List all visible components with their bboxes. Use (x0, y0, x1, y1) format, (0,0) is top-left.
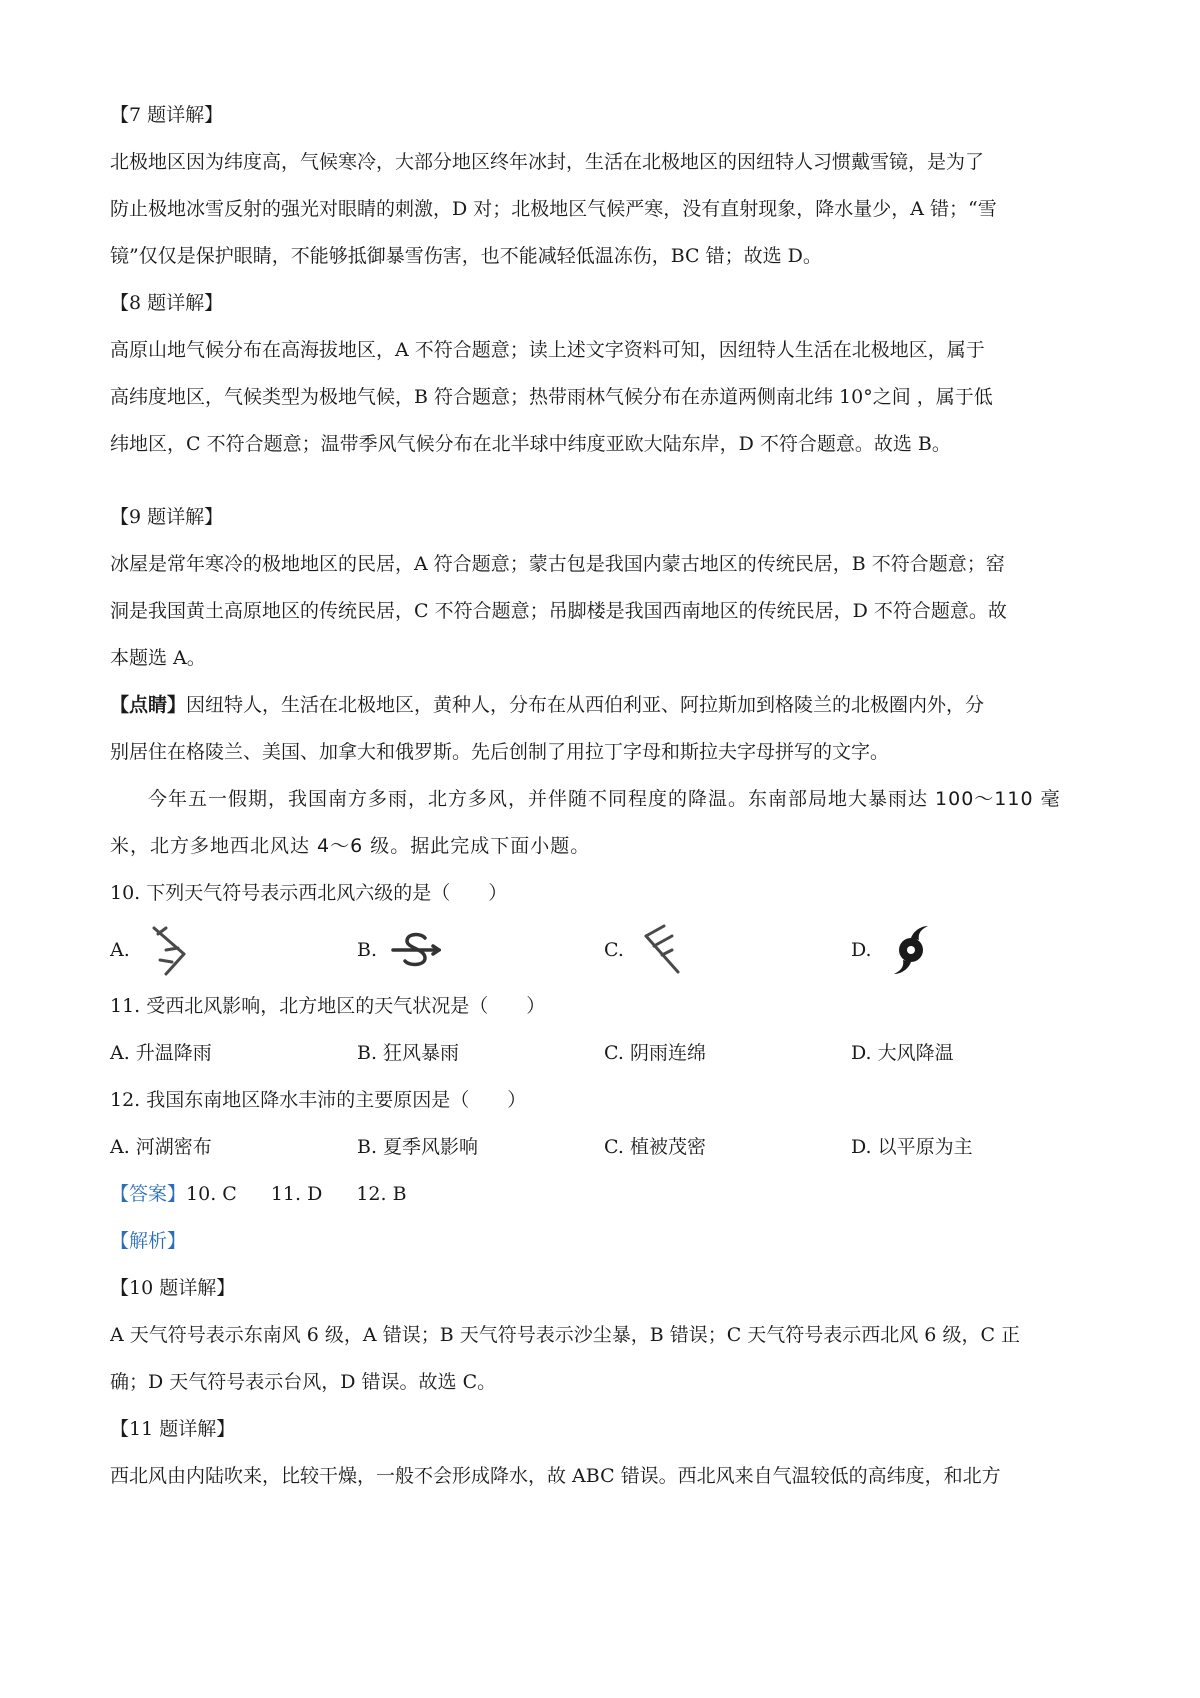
dianjing-line-1 (110, 682, 1100, 729)
q12-option-b: B. 夏季风影响 (357, 1136, 479, 1158)
q9-detail-line-3: 本题选 A。 (110, 647, 206, 669)
northwest-wind-6-symbol-icon (638, 922, 688, 978)
passage-line-2: 米，北方多地西北风达 4～6 级。据此完成下面小题。 (110, 835, 591, 857)
q10-option-b (357, 930, 604, 970)
q10-detail-line-1: A 天气符号表示东南风 6 级，A 错误；B 天气符号表示沙尘暴，B 错误；C 天气符号表示西北风 6 级，C 正 (110, 1324, 1021, 1346)
sandstorm-symbol-icon (391, 930, 441, 970)
q12-stem: 12. 我国东南地区降水丰沛的主要原因是（ ） (110, 1089, 527, 1111)
dianjing-line-2: 别居住在格陵兰、美国、加拿大和俄罗斯。先后创制了用拉丁字母和斯拉夫字母拼写的文字。 (110, 741, 890, 763)
q7-detail-line-2: 防止极地冰雪反射的强光对眼睛的刺激，D 对；北极地区气候严寒，没有直射现象，降水量少，A 错；“雪 (110, 198, 997, 220)
typhoon-symbol-icon (886, 922, 936, 978)
q10-option-c-label: C. (604, 939, 624, 961)
answer-12: 12. B (356, 1183, 407, 1205)
q10-option-d (851, 922, 1098, 978)
q10-option-d-label: D. (851, 939, 872, 961)
q11-option-c: C. 阴雨连绵 (604, 1042, 706, 1064)
q8-detail-heading: 【8 题详解】 (110, 292, 224, 314)
q9-detail-line-1: 冰屋是常年寒冷的极地地区的民居，A 符合题意；蒙古包是我国内蒙古地区的传统民居，B 不符合题意；窑 (110, 553, 1005, 575)
q10-option-a (110, 922, 357, 978)
answer-10: 10. C (186, 1183, 237, 1205)
q8-detail-line-2: 高纬度地区，气候类型为极地气候，B 符合题意；热带雨林气候分布在赤道两侧南北纬 10°之间 ，属于低 (110, 386, 993, 408)
passage-line-1: 今年五一假期，我国南方多雨，北方多风，并伴随不同程度的降温。东南部局地大暴雨达 100～110 毫 (148, 788, 1061, 810)
q7-detail-heading: 【7 题详解】 (110, 104, 224, 126)
q11-detail-line-1: 西北风由内陆吹来，比较干燥，一般不会形成降水，故 ABC 错误。西北风来自气温较低的高纬度，和北方 (110, 1465, 1001, 1487)
q11-option-a: A. 升温降雨 (110, 1042, 212, 1064)
q10-option-b-label: B. (357, 939, 378, 961)
q9-detail-line-2: 洞是我国黄土高原地区的传统民居，C 不符合题意；吊脚楼是我国西南地区的传统民居，D 不符合题意。故 (110, 600, 1007, 622)
q10-detail-heading: 【10 题详解】 (110, 1277, 236, 1299)
spacer (110, 468, 1100, 494)
q12-option-a: A. 河湖密布 (110, 1136, 212, 1158)
q11-options (110, 1030, 1100, 1077)
q11-stem: 11. 受西北风影响，北方地区的天气状况是（ ） (110, 995, 546, 1017)
q11-option-b: B. 狂风暴雨 (357, 1042, 460, 1064)
q8-detail-line-3: 纬地区，C 不符合题意；温带季风气候分布在北半球中纬度亚欧大陆东岸，D 不符合题意。故选 B。 (110, 433, 951, 455)
q7-detail-line-1: 北极地区因为纬度高，气候寒冷，大部分地区终年冰封，生活在北极地区的因纽特人习惯戴雪镜，是为了 (110, 151, 985, 173)
answer-line (110, 1171, 1100, 1218)
q8-detail-line-1: 高原山地气候分布在高海拔地区，A 不符合题意；读上述文字资料可知，因纽特人生活在北极地区，属于 (110, 339, 985, 361)
q12-options (110, 1124, 1100, 1171)
q10-option-c (604, 922, 851, 978)
q12-option-d: D. 以平原为主 (851, 1136, 973, 1158)
q10-stem: 10. 下列天气符号表示西北风六级的是（ ） (110, 882, 508, 904)
answer-label: 【答案】 (110, 1183, 187, 1205)
q11-detail-heading: 【11 题详解】 (110, 1418, 236, 1440)
q10-option-a-label: A. (110, 939, 130, 961)
southeast-wind-6-symbol-icon (144, 922, 194, 978)
q11-option-d: D. 大风降温 (851, 1042, 954, 1064)
dianjing-label: 【点睛】 (110, 694, 187, 716)
q10-options (110, 917, 1100, 983)
q9-detail-heading: 【9 题详解】 (110, 506, 224, 528)
analysis-label: 【解析】 (110, 1230, 187, 1252)
document-page (110, 92, 1100, 1500)
q7-detail-line-3: 镜”仅仅是保护眼睛，不能够抵御暴雪伤害，也不能减轻低温冻伤，BC 错；故选 D。 (110, 245, 822, 267)
answer-11: 11. D (270, 1183, 323, 1205)
q10-detail-line-2: 确；D 天气符号表示台风，D 错误。故选 C。 (110, 1371, 497, 1393)
q12-option-c: C. 植被茂密 (604, 1136, 706, 1158)
dianjing-text-1: 因纽特人，生活在北极地区，黄种人，分布在从西伯利亚、阿拉斯加到格陵兰的北极圈内外，分 (186, 694, 985, 716)
